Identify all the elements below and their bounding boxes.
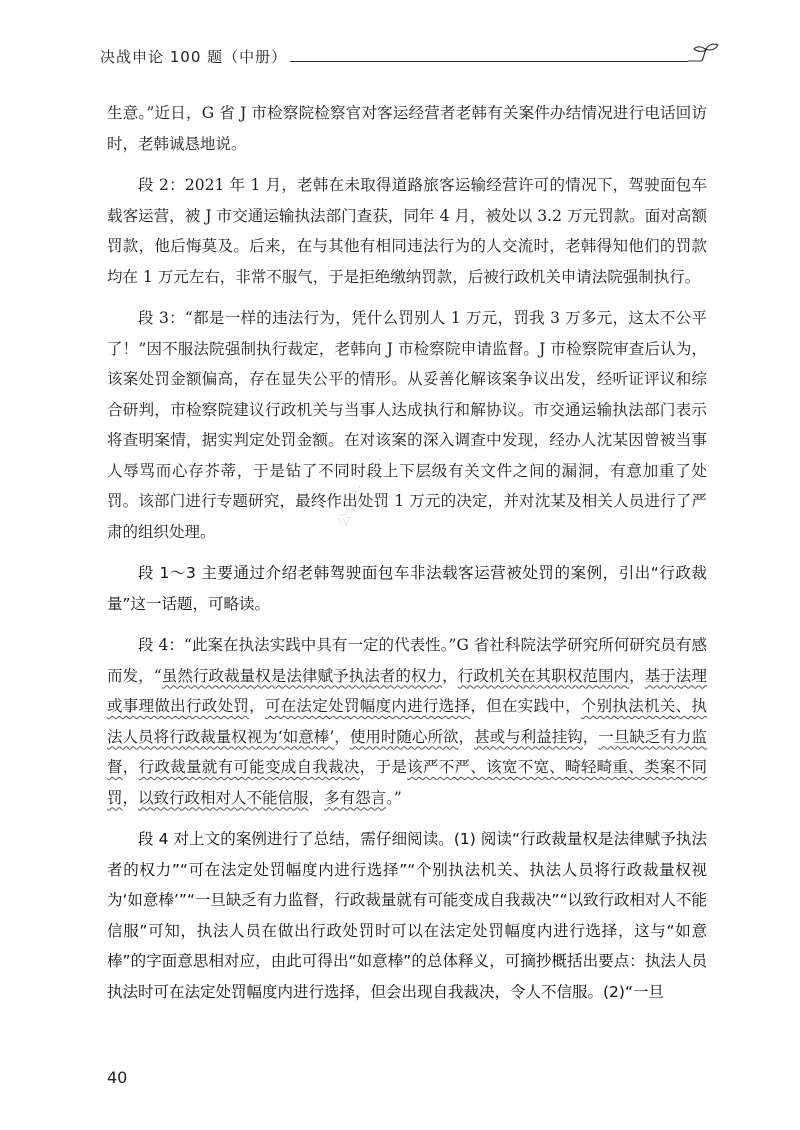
underlined-phrase: 多有怨言	[324, 788, 387, 807]
underlined-phrase: 虽然行政裁量权是法律赋予执法者的权力	[161, 666, 443, 685]
underlined-phrase: 一旦缺乏有力监督	[107, 727, 707, 776]
page-header	[100, 40, 720, 76]
p4-sep: ，	[442, 666, 458, 685]
paragraph-2: 段 2：2021 年 1 月，老韩在未取得道路旅客运输经营许可的情况下，驾驶面包车载客运营，被 J 市交通运输执法部门查获，同年 4 月，被处以 3.2 万元罚款。面对高额罚款，他后悔莫及。后来，在与其他有相同违法行为的人交流时，老韩得知他们的罚款均在 1 万元左右，非常不服气，于是拒绝缴纳罚款，后被行政机关申请法院强制执行。	[107, 176, 707, 286]
p4-sep: ，	[122, 758, 139, 776]
underlined-phrase: 甚或与利益挂钩	[474, 727, 583, 746]
commentary-2: 段 4 对上文的案例进行了总结，需仔细阅读。(1) 阅读“行政裁量权是法律赋予执法者的权力”“可在法定处罚幅度内进行选择”“个别执法机关、执法人员将行政裁量权视为‘如意棒’”“一旦缺乏有力监督，行政裁量就有可能变成自我裁决”“以致行政相对人不能信服”可知，执法人员在做出行政处罚时可以在法定处罚幅度内进行选择，这与“如意棒”的字面意思相对应，由此可得出“如意棒”的总体释义，可摘抄概括出要点：执法人员执法时可在法定处罚幅度内进行选择，但会出现自我裁决，令人不信服。(2)“一旦	[107, 830, 707, 1001]
commentary-1: 段 1～3 主要通过介绍老韩驾驶面包车非法载客运营被处罚的案例，引出“行政裁量”这一话题，可略读。	[107, 564, 707, 613]
underlined-phrase: 该严不严、该宽不宽、畸轻畸重、类案不同罚	[107, 758, 707, 807]
p4-sep: ，但在实践中，	[470, 697, 581, 715]
page-body	[107, 98, 707, 1018]
page-number: 40	[107, 1068, 128, 1087]
p4-sep: ，于是	[359, 758, 408, 776]
p4-sep: ，	[334, 727, 350, 746]
p4-sep: ，	[249, 697, 265, 715]
p4-sep: ，	[458, 727, 475, 746]
paragraph-continued: 生意。”近日，G 省 J 市检察院检察官对客运经营者老韩有关案件办结情况进行电话回访时，老韩诚恳地说。	[107, 104, 707, 153]
p4-sep: ，	[308, 788, 325, 807]
p4-sep: ，	[122, 788, 139, 807]
book-title: 决战申论 100 题（中册）	[100, 48, 288, 66]
underlined-phrase: 行政裁量就有可能变成自我裁决	[138, 758, 360, 776]
sprout-icon	[688, 40, 720, 72]
p4-sep: ，	[582, 727, 599, 746]
p4-lead: 段 4：“此案在执法实践中具有一定的代表性。”G 省社科院法学研究所何研究员有感而发，“	[107, 636, 707, 685]
p4-sep: ，	[629, 666, 645, 685]
underlined-phrase: 基于法理或事理做出行政处罚	[107, 666, 707, 715]
underlined-phrase: 个别执法机关、执法人员将行政裁量权视为‘如意棒’	[107, 697, 707, 746]
p4-tail: 。”	[386, 788, 402, 807]
underlined-phrase: 以致行政相对人不能信服	[138, 788, 309, 807]
watermark: 公众号：小…	[335, 452, 386, 529]
underlined-phrase: 行政机关在其职权范围内	[457, 666, 630, 685]
header-rule	[290, 61, 688, 62]
underlined-phrase: 可在法定处罚幅度内进行选择	[264, 697, 471, 715]
paragraph-3: 段 3：“都是一样的违法行为，凭什么罚别人 1 万元，罚我 3 万多元，这太不公平了！”因不服法院强制执行裁定，老韩向 J 市检察院申请监督。J 市检察院审查后认为，该案处罚金额偏高，存在显失公平的情形。从妥善化解该案争议出发，经听证评议和综合研判，市检察院建议行政机关与当事人达成执行和解协议。市交通运输执法部门表示将查明案情，据实判定处罚金额。在对该案的深入调查中发现，经办人沈某因曾被当事人辱骂而心存芥蒂，于是钻了不同时段上下层级有关文件之间的漏洞，有意加重了处罚。该部门进行专题研究，最终作出处罚 1 万元的决定，并对沈某及相关人员进行了严肃的组织处理。	[107, 309, 707, 541]
underlined-phrase: 使用时随心所欲	[349, 727, 459, 746]
paragraph-4	[107, 630, 707, 813]
